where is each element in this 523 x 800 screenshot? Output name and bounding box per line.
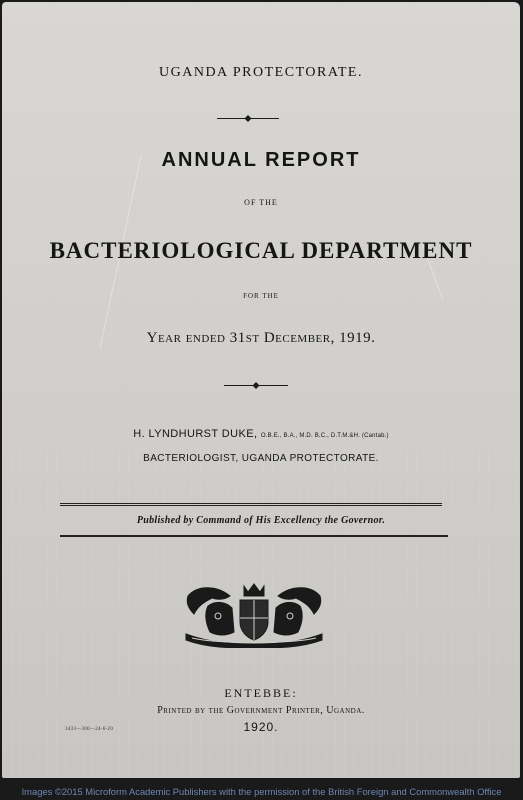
author-role: BACTERIOLOGIST, UGANDA PROTECTORATE. <box>143 453 379 464</box>
for-the-text: FOR THE <box>243 292 279 300</box>
publication-year: 1920. <box>243 720 279 734</box>
author-name: H. LYNDHURST DUKE, <box>133 428 258 440</box>
of-the-text: OF THE <box>244 198 278 207</box>
document-page <box>2 2 520 778</box>
royal-coat-of-arms-icon <box>178 578 330 648</box>
ornamental-rule-top <box>217 118 279 119</box>
place-of-printing: ENTEBBE: <box>224 686 298 700</box>
rule-lower-thick <box>60 535 448 537</box>
published-by-line: Published by Command of His Excellency the Governor. <box>136 515 386 526</box>
author-line <box>2 428 520 440</box>
author-qualifications: O.B.E., B.A., M.D. B.C., D.T.M.&H. (Cantab.) <box>260 433 389 439</box>
protectorate-heading: UGANDA PROTECTORATE. <box>159 65 363 80</box>
rule-upper-thin-2 <box>60 505 442 506</box>
department-title: BACTERIOLOGICAL DEPARTMENT <box>49 238 473 263</box>
rule-upper-thin <box>60 503 442 504</box>
ornamental-rule-middle <box>224 385 288 386</box>
printer-line: Printed by the Government Printer, Uganda. <box>157 705 365 716</box>
image-credit-footer: Images ©2015 Microform Academic Publishers with the permission of the British Foreign and Commonwealth Office <box>21 786 502 797</box>
report-title: ANNUAL REPORT <box>161 149 361 171</box>
year-ended-line: Year ended 31st December, 1919. <box>146 330 376 346</box>
print-code: 3433—300—24-6-20 <box>65 727 114 732</box>
